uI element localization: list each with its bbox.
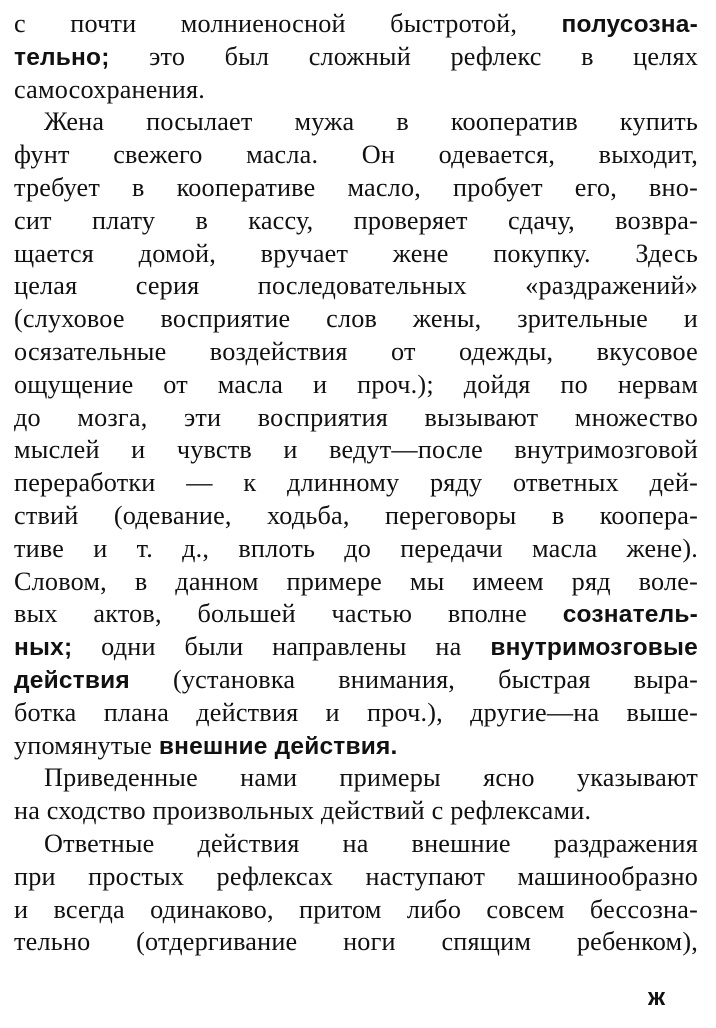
bold-text-segment: сознатель- [562, 601, 698, 629]
page-mark: ж [648, 984, 666, 1011]
text-line: ощущение от масла и проч.); дойдя по нервам [14, 369, 698, 399]
text-line [14, 8, 698, 41]
text-line: требует в кооперативе масло, пробует его, вно- [14, 172, 698, 202]
text-segment: одни были направлены на [101, 632, 462, 662]
text-line [14, 664, 698, 697]
text-line: Ответные действия на внешние раздражения [44, 828, 698, 858]
paragraph-similarity [14, 762, 698, 828]
text-line [14, 631, 698, 664]
bold-text-segment: действия [14, 666, 130, 694]
text-line: и всегда одинаково, притом либо совсем бессозна- [14, 894, 698, 924]
bold-text-segment: ных; [14, 634, 73, 662]
text-line: Словом, в данном примере мы имеем ряд воле- [14, 566, 698, 596]
text-line [14, 730, 698, 763]
text-line: до мозга, эти восприятия вызывают множество [14, 402, 698, 432]
text-segment: это был сложный рефлекс в целях [149, 41, 698, 71]
text-line: целая серия последовательных «раздражений» [14, 271, 698, 301]
text-line: Приведенные нами примеры ясно указывают [44, 763, 698, 793]
paragraph-cooperative-example [14, 106, 698, 762]
paragraph-reflex-end [14, 8, 698, 106]
text-line: тиве и т. д., вплоть до передачи масла жене). [14, 533, 698, 563]
text-segment: вых актов, большей частью вполне [14, 599, 527, 629]
text-segment: с почти молниеносной быстротой, [14, 9, 518, 38]
bold-text-segment: полусозна- [561, 11, 698, 38]
text-line: Жена посылает мужа в кооператив купить [44, 107, 698, 137]
bold-text-segment: тельно; [14, 43, 110, 71]
text-line: щается домой, вручает жене покупку. Здесь [14, 238, 698, 268]
text-line: мыслей и чувств и ведут—после внутримозговой [14, 435, 698, 465]
document-page [14, 8, 698, 959]
text-line: ботка плана действия и проч.), другие—на выше- [14, 697, 698, 727]
text-line: (слуховое восприятие слов жены, зрительные и [14, 304, 698, 334]
paragraph-responses [14, 828, 698, 959]
text-line: самосохранения. [14, 74, 206, 104]
text-line: сит плату в кассу, проверяет сдачу, возвра- [14, 205, 698, 235]
text-line: осязательные воздействия от одежды, вкусовое [14, 336, 698, 366]
text-line: фунт свежего масла. Он одевается, выходит, [14, 140, 698, 170]
bold-text-segment: внешние действия. [158, 732, 398, 760]
bold-text-segment: внутримозговые [490, 634, 698, 662]
text-line: тельно (отдергивание ноги спящим ребенком), [14, 927, 698, 957]
text-line [14, 41, 698, 74]
text-line [14, 598, 698, 631]
text-segment: (установка внимания, быстрая выра- [172, 664, 698, 694]
text-segment: упомянутые [14, 730, 153, 760]
text-line: на сходство произвольных действий с рефлексами. [14, 796, 592, 826]
text-line: ствий (одевание, ходьба, переговоры в коопера- [14, 500, 698, 530]
text-line: переработки — к длинному ряду ответных дей- [14, 468, 698, 498]
text-line: при простых рефлексах наступают машинообразно [14, 861, 698, 891]
